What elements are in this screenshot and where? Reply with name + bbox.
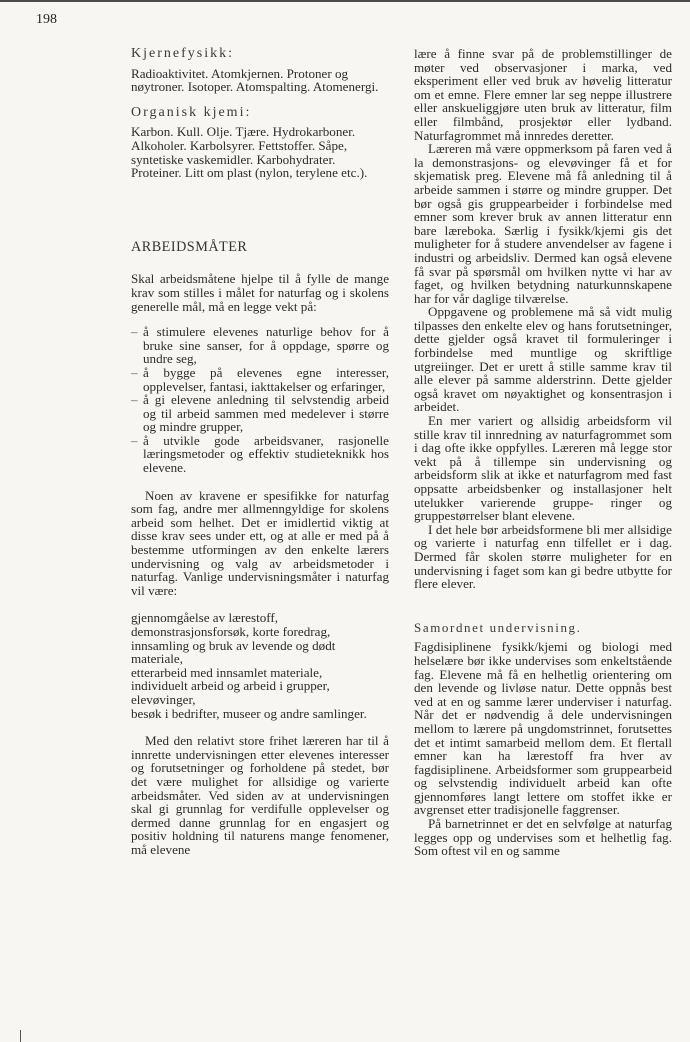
samordnet-subheading: Samordnet undervisning.	[414, 619, 582, 635]
paragraph: Oppgavene og problemene må så vidt mulig tilpasses den enkelte elev og hans forutsetninger, dette gjelder også kravet til formuleringer i forbindelse med muntlige og skriftlige utgreiinger. Det er urett å stille samme krav til alle elever på samme alderstrinn. Dette gjelder også kravet om nøyaktighet og konsentrasjon i arbeidet.	[414, 304, 672, 415]
list-item: gjennomgåelse av lærestoff, demonstrasjonsforsøk, korte foredrag,	[131, 610, 331, 639]
list-item: – å stimulere elevenes naturlige behov for å bruke sine sanser, for å oppdage, spørre og undre seg,	[131, 325, 389, 366]
paragraph-frihet: Med den relativt store frihet læreren har til å innrette undervisningen etter elevenes interesser og forutsetninger og forholdene på stedet, bør det være mulighet for allsidige og varierte arbeidsmåter. Ved siden av at undervisningen skal gi grunnlag for verdifulle opplevelser og dermed danne grunnlag for en engasjert og positiv holdning til naturens mange fenomener, må elevene	[131, 733, 389, 857]
paragraph: Læreren må være oppmerksom på faren ved å la demonstrasjons- og elevøvinger få et for skjematisk preg. Elevene må få anledning til å arbeide sammen i større og mindre grupper. Det bør også gis gruppearbeider i forbindelse med emner som krever bruk av annen litteratur enn bare læreboka. Særlig i fysikk/kjemi gis det muligheter for å studere anvendelser av fagene i industri og arbeidsliv. Dermed kan også elevene få svar på spørsmål om hvilken nytte vi har av faget, og hvilken betydning naturkunnskapene har for vår daglige tilværelse.	[414, 141, 672, 306]
list-item: innsamling og bruk av levende og dødt materiale,	[131, 637, 336, 667]
paragraph: På barnetrinnet er det en selvfølge at naturfag legges opp og undervises som et helhetlig fag. Som oftest vil en og samme	[414, 816, 672, 859]
list-item: – å bygge på elevenes egne interesser, opplevelser, fantasi, iakttakelser og erfaringer,	[131, 366, 389, 393]
paragraph-kravene: Noen av kravene er spesifikke for naturfag som fag, andre mer allmenngyldige for skolens arbeid som helhet. Det er imidlertid viktig at disse krav sees under ett, og at alle er med på å bestemme utformingen av den enkelte lærers undervisning og valg av arbeidsmetoder i naturfag. Vanlige undervisningsmåter i naturfag vil være:	[131, 487, 389, 598]
page-number: 198	[36, 12, 57, 27]
top-rule	[0, 0, 690, 2]
organisk-text: Karbon. Kull. Olje. Tjære. Hydrokarboner. Alkoholer. Karbolsyrer. Fettstoffer. Såpe, syntetiske vaskemidler. Karbohydrater. Proteiner. Litt om plast (nylon, terylene etc.).	[131, 124, 368, 181]
paragraph: lære å finne svar på de problemstillinger de møter ved observasjoner i marka, ved eksperiment eller ved bruk av høvelig litteratur om et emne. Flere emner lar seg neppe illustrere eller anskueliggjøre uten bruk av litteratur, film eller filmbånd, prosjektør eller lydband. Naturfagrommet må innredes deretter.	[414, 46, 672, 143]
paragraph: Fagdisiplinene fysikk/kjemi og biologi med helselære bør ikke undervises som enkeltstående fag. Elevene må få en helhetlig orientering om den levende og livløse natur. Dette oppnås best ved at en og samme lærer underviser i naturfag. Når det er nødvendig å dele undervisningen mellom to lærere på ungdomstrinnet, forutsettes det et intimt samarbeid mellom dem. Et flertall emner kan ha lærestoff fra hver av fagdisiplinene. Arbeidsformer som gruppearbeid og selvstendig individuelt arbeid kan ofte gjennomføres langt lettere om stoffet ikke er avgrenset etter tradisjonelle faggrenser.	[414, 639, 672, 818]
intro-paragraph: Skal arbeidsmåtene hjelpe til å fylle de mange krav som stilles i målet for naturfag og i skolens generelle mål, må en legge vekt på:	[131, 271, 389, 314]
list-item: – å utvikle gode arbeidsvaner, rasjonelle læringsmetoder og effektiv studieteknikk hos elevene.	[131, 434, 389, 475]
kjernefysikk-heading: Kjernefysikk:	[131, 46, 234, 61]
goals-list	[131, 325, 389, 475]
list-item: etterarbeid med innsamlet materiale,	[131, 664, 323, 680]
list-item: elevøvinger,	[131, 691, 196, 707]
list-item: besøk i bedrifter, museer og andre samlinger.	[131, 705, 367, 721]
kjernefysikk-text: Radioaktivitet. Atomkjernen. Protoner og nøytroner. Isotoper. Atomspalting. Atomenergi.	[131, 65, 379, 95]
margin-mark	[20, 1030, 21, 1042]
methods-list	[131, 611, 389, 720]
list-item: individuelt arbeid og arbeid i grupper,	[131, 678, 330, 694]
section-heading: ARBEIDSMÅTER	[131, 238, 248, 255]
paragraph: I det hele bør arbeidsformene bli mer allsidige og varierte i naturfag enn tilfellet er i dag. Dermed får skolen større muligheter for en undervisning i faget som kan gi bedre utbytte for flere elever.	[414, 521, 672, 592]
left-column	[131, 47, 389, 857]
organisk-heading: Organisk kjemi:	[131, 104, 252, 120]
list-item: – å gi elevene anledning til selvstendig arbeid og til arbeid sammen med medelever i større og mindre grupper,	[131, 393, 389, 434]
paragraph: En mer variert og allsidig arbeidsform vil stille krav til innredning av naturfagrommet som i dag ofte ikke oppfylles. Læreren må legge stor vekt på å tillempe sin undervisning og arbeidsform slik at ikke et naturfagrom med fast oppsatte arbeidsbenker og installasjoner helt utelukker varierende gruppe- ringer og gruppestørrelser blant elevene.	[414, 413, 672, 524]
right-column	[414, 47, 672, 858]
